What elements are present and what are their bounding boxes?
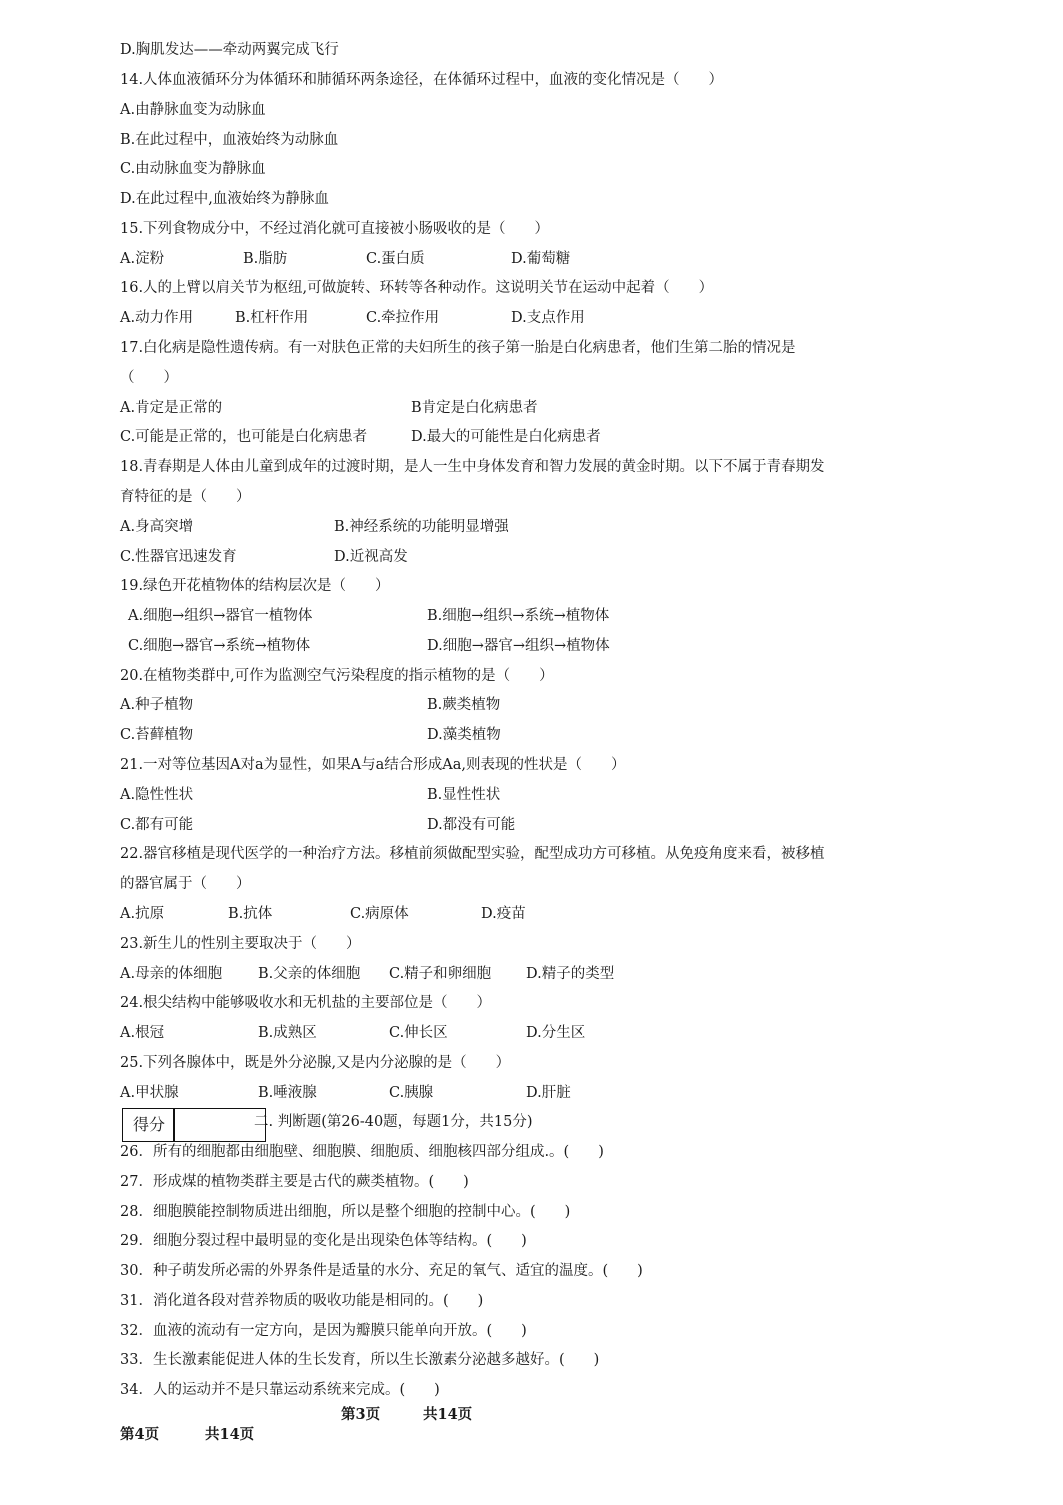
q21-option-c: C.都有可能 [120, 817, 194, 833]
q22-option-b: B.抗体 [228, 906, 273, 922]
q17-option-d: D.最大的可能性是白化病患者 [411, 429, 601, 445]
footer-center-total: 共14页 [423, 1406, 473, 1423]
score-label: 得分 [133, 1115, 166, 1134]
q17-option-b: B肯定是白化病患者 [411, 400, 538, 416]
q20-stem: 20.在植物类群中,可作为监测空气污染程度的指示植物的是（ ） [120, 668, 554, 684]
tf-question-34: 34．人的运动并不是只靠运动系统来完成。( ) [120, 1382, 440, 1398]
q25-option-a: A.甲状腺 [120, 1085, 179, 1101]
q14-option-b: B.在此过程中，血液始终为动脉血 [120, 132, 339, 148]
q17-stem: 17.白化病是隐性遗传病。有一对肤色正常的夫妇所生的孩子第一胎是白化病患者，他们生第二胎的情况是 [120, 340, 796, 356]
q16-option-c: C.牵拉作用 [366, 310, 440, 326]
q24-option-d: D.分生区 [526, 1025, 586, 1041]
q19-stem: 19.绿色开花植物体的结构层次是（ ） [120, 578, 390, 594]
q23-option-d: D.精子的类型 [526, 966, 615, 982]
q20-option-a: A.种子植物 [120, 697, 194, 713]
q16-option-b: B.杠杆作用 [235, 310, 309, 326]
q21-option-a: A.隐性性状 [120, 787, 194, 803]
q14-stem: 14.人体血液循环分为体循环和肺循环两条途径，在体循环过程中，血液的变化情况是（ ） [120, 72, 724, 88]
tf-question-30: 30．种子萌发所必需的外界条件是适量的水分、充足的氧气、适宜的温度。( ) [120, 1263, 643, 1279]
q21-option-d: D.都没有可能 [427, 817, 516, 833]
q19-option-d: D.细胞→器官→组织→植物体 [427, 638, 610, 654]
tf-question-33: 33．生长激素能促进人体的生长发育，所以生长激素分泌越多越好。( ) [120, 1352, 600, 1368]
q15-option-c: C.蛋白质 [366, 251, 425, 267]
q13-option-d: D.胸肌发达——牵动两翼完成飞行 [120, 42, 339, 58]
q22-option-a: A.抗原 [120, 906, 165, 922]
q17-stem-cont: （ ） [120, 370, 178, 386]
q24-option-b: B.成熟区 [258, 1025, 317, 1041]
q24-option-c: C.伸长区 [389, 1025, 448, 1041]
q24-option-a: A.根冠 [120, 1025, 165, 1041]
q25-option-b: B.唾液腺 [258, 1085, 317, 1101]
q16-stem: 16.人的上臂以肩关节为枢纽,可做旋转、环转等各种动作。这说明关节在运动中起着（ ） [120, 280, 714, 296]
score-box-divider [173, 1109, 175, 1141]
q25-stem: 25.下列各腺体中，既是外分泌腺,又是内分泌腺的是（ ） [120, 1055, 511, 1071]
q24-stem: 24.根尖结构中能够吸收水和无机盐的主要部位是（ ） [120, 995, 492, 1011]
tf-question-28: 28．细胞膜能控制物质进出细胞，所以是整个细胞的控制中心。( ) [120, 1204, 571, 1220]
q17-option-c: C.可能是正常的，也可能是白化病患者 [120, 429, 368, 445]
q15-option-a: A.淀粉 [120, 251, 165, 267]
q20-option-b: B.蕨类植物 [427, 697, 501, 713]
footer-left-page: 第4页 [120, 1426, 160, 1443]
footer-center-page: 第3页 [341, 1406, 381, 1423]
q20-option-c: C.苔藓植物 [120, 727, 194, 743]
q21-option-b: B.显性性状 [427, 787, 501, 803]
q23-option-b: B.父亲的体细胞 [258, 966, 361, 982]
q23-option-c: C.精子和卵细胞 [389, 966, 492, 982]
q14-option-c: C.由动脉血变为静脉血 [120, 161, 266, 177]
q19-option-b: B.细胞→组织→系统→植物体 [427, 608, 610, 624]
q22-option-c: C.病原体 [350, 906, 409, 922]
q20-option-d: D.藻类植物 [427, 727, 501, 743]
section2-heading: 二. 判断题(第26-40题，每题1分，共15分) [254, 1114, 533, 1130]
q23-option-a: A.母亲的体细胞 [120, 966, 223, 982]
q21-stem: 21.一对等位基因A对a为显性，如果A与a结合形成Aa,则表现的性状是（ ） [120, 757, 626, 773]
q15-option-d: D.葡萄糖 [511, 251, 571, 267]
q18-stem: 18.青春期是人体由儿童到成年的过渡时期，是人一生中身体发育和智力发展的黄金时期。以下不属于青春期发 [120, 459, 825, 475]
q22-stem-cont: 的器官属于（ ） [120, 876, 251, 892]
q18-stem-cont: 育特征的是（ ） [120, 489, 251, 505]
q15-option-b: B.脂肪 [243, 251, 288, 267]
q18-option-d: D.近视高发 [334, 549, 408, 565]
q14-option-d: D.在此过程中,血液始终为静脉血 [120, 191, 329, 207]
q18-option-b: B.神经系统的功能明显增强 [334, 519, 509, 535]
q18-option-a: A.身高突增 [120, 519, 194, 535]
q22-option-d: D.疫苗 [481, 906, 526, 922]
q25-option-c: C.胰腺 [389, 1085, 434, 1101]
q16-option-d: D.支点作用 [511, 310, 585, 326]
q18-option-c: C.性器官迅速发育 [120, 549, 237, 565]
tf-question-27: 27．形成煤的植物类群主要是古代的蕨类植物。( ) [120, 1174, 469, 1190]
q22-stem: 22.器官移植是现代医学的一种治疗方法。移植前须做配型实验，配型成功方可移植。从免疫角度来看，被移植 [120, 846, 825, 862]
q16-option-a: A.动力作用 [120, 310, 194, 326]
score-box [122, 1108, 266, 1142]
q14-option-a: A.由静脉血变为动脉血 [120, 102, 266, 118]
q15-stem: 15.下列食物成分中，不经过消化就可直接被小肠吸收的是（ ） [120, 221, 550, 237]
footer-left-total: 共14页 [205, 1426, 255, 1443]
q19-option-a: A.细胞→组织→器官一植物体 [128, 608, 313, 624]
tf-question-32: 32．血液的流动有一定方向，是因为瓣膜只能单向开放。( ) [120, 1323, 527, 1339]
q19-option-c: C.细胞→器官→系统→植物体 [128, 638, 311, 654]
tf-question-31: 31．消化道各段对营养物质的吸收功能是相同的。( ) [120, 1293, 484, 1309]
q25-option-d: D.肝脏 [526, 1085, 571, 1101]
tf-question-26: 26．所有的细胞都由细胞壁、细胞膜、细胞质、细胞核四部分组成.。( ) [120, 1144, 604, 1160]
q23-stem: 23.新生儿的性别主要取决于（ ） [120, 936, 361, 952]
q17-option-a: A.肯定是正常的 [120, 400, 223, 416]
tf-question-29: 29．细胞分裂过程中最明显的变化是出现染色体等结构。( ) [120, 1233, 527, 1249]
